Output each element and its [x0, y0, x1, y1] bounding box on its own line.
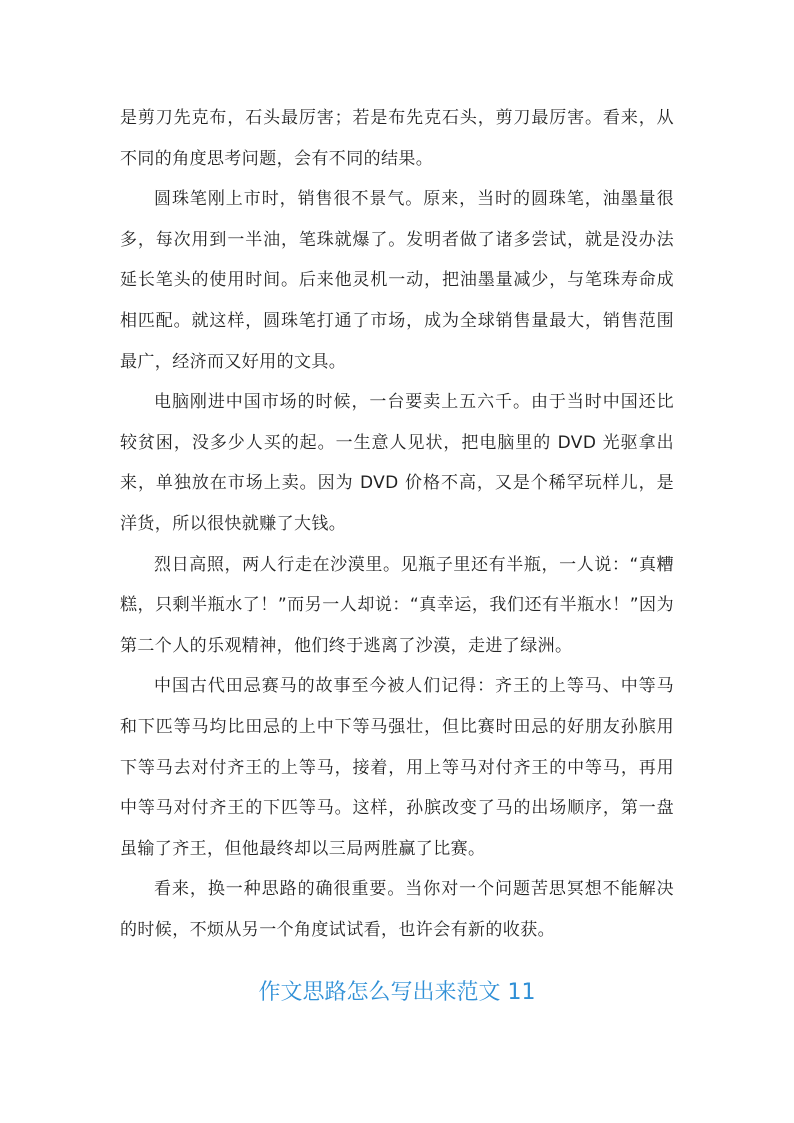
article-body: [120, 98, 674, 950]
paragraph-continuation: 是剪刀先克布，石头最厉害；若是布先克石头，剪刀最厉害。看来，从不同的角度思考问题，会有不同的结果。: [120, 108, 674, 169]
paragraph-conclusion: 看来，换一种思路的确很重要。当你对一个问题苦思冥想不能解决的时候，不烦从另一个角度试试看，也许会有新的收获。: [120, 879, 674, 940]
paragraph-desert-water: 烈日高照，两人行走在沙漠里。见瓶子里还有半瓶，一人说：“真糟糕，只剩半瓶水了！”而另一人却说：“真幸运，我们还有半瓶水！”因为第二个人的乐观精神，他们终于逃离了沙漠，走进了绿洲。: [120, 554, 674, 656]
section-heading: 作文思路怎么写出来范文 11: [258, 980, 536, 1005]
paragraph-horse-race: 中国古代田忌赛马的故事至今被人们记得：齐王的上等马、中等马和下匹等马均比田忌的上中下等马强壮，但比赛时田忌的好朋友孙膑用下等马去对付齐王的上等马，接着，用上等马对付齐王的中等马，再用中等马对付齐王的下匹等马。这样，孙膑改变了马的出场顺序，第一盘虽输了齐王，但他最终却以三局两胜赢了比赛。: [120, 676, 674, 859]
paragraph-ballpoint-pen: 圆珠笔刚上市时，销售很不景气。原来，当时的圆珠笔，油墨量很多，每次用到一半油，笔珠就爆了。发明者做了诸多尝试，就是没办法延长笔头的使用时间。后来他灵机一动，把油墨量减少，与笔珠寿命成相匹配。就这样，圆珠笔打通了市场，成为全球销售量最大，销售范围最广，经济而又好用的文具。: [120, 189, 674, 372]
paragraph-computer-dvd: 电脑刚进中国市场的时候，一台要卖上五六千。由于当时中国还比较贫困，没多少人买的起。一生意人见状，把电脑里的 DVD 光驱拿出来，单独放在市场上卖。因为 DVD 价格不高，又是个稀罕玩样儿，是洋货，所以很快就赚了大钱。: [120, 392, 674, 534]
